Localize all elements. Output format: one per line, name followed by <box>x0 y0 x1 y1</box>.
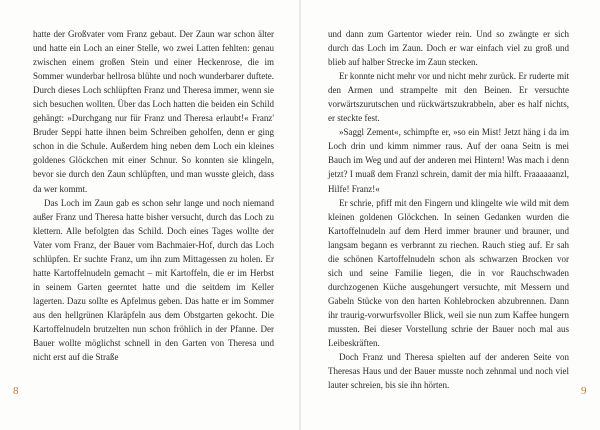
page-number-right: 9 <box>581 385 587 397</box>
paragraph: Er schrie, pfiff mit den Fingern und klingelte wie wild mit dem kleinen goldenen Glöckchen. In seinen Gedanken wurden die Kartoffelnudeln auf dem Herd immer brauner und brauner, und langsam begann es verbrannt zu riechen. Rauch stieg auf. Er sah die schönen Kartoffelnudeln schon als schwarzen Brocken vor sich und seine Familie liegen, die in vor Rauchschwaden durchzogenen Küche ausgehungert versuchte, mit Messern und Gabeln Stücke von den harten Kohlebrocken abzubrennen. Dann ihr traurig-vorwurfsvoller Blick, weil sie nun zum Kaffee hungern mussten. Bei dieser Vorstellung schrie der Bauer noch mal aus Leibeskräften. <box>328 197 569 349</box>
right-page <box>300 0 600 430</box>
paragraph: Das Loch im Zaun gab es schon sehr lange und noch niemand außer Franz und Theresa hatte bisher versucht, durch das Loch zu klettern. Alle befolgten das Schild. Doch eines Tages wollte der Vater vom Franz, der Bauer vom Bachmaier-Hof, durch das Loch schlüpfen. Er suchte Franz, um ihn zum Mittagessen zu holen. Er hatte Kartoffelnudeln gemacht – mit Kartoffeln, die er im Herbst in seinem Garten geerntet hatte und die seitdem im Keller lagerten. Dazu sollte es Apfelmus geben. Das hatte er im Sommer aus den hellgrünen Klaräpfeln aus dem Obstgarten gekocht. Die Kartoffelnudeln brutzelten nun schon fröhlich in der Pfanne. Der Bauer wollte möglichst schnell in den Garten von Theresa und nicht erst auf die Straße <box>33 197 274 363</box>
paragraph: hatte der Großvater vom Franz gebaut. Der Zaun war schon älter und hatte ein Loch an einer Stelle, wo zwei Latten fehlten: genau zwischen einem großen Stein und einer Heckenrose, die im Sommer wunderbar hellrosa blühte und noch wunderbarer duftete. Durch dieses Loch schlüpften Franz und Theresa immer, wenn sie sich besuchen wollten. Über das Loch hatten die beiden ein Schild gehängt: »Durchgang nur für Franz und Theresa erlaubt!« Franz' Bruder Seppi hatte ihnen beim Schreiben geholfen, denn er ging schon in die Schule. Außerdem hing neben dem Loch ein kleines goldenes Glöckchen mit einer Schnur. So konnten sie klingeln, bevor sie durch den Zaun schlüpften, und man wusste gleich, dass da wer kommt. <box>33 29 274 194</box>
right-page-text <box>328 27 569 392</box>
left-page-text <box>33 27 274 364</box>
paragraph: und dann zum Gartentor wieder rein. Und so zwängte er sich durch das Loch im Zaun. Doch er war einfach viel zu groß und blieb auf halber Strecke im Zaun stecken. <box>328 29 569 68</box>
paragraph: Er konnte nicht mehr vor und nicht mehr zurück. Er ruderte mit den Armen und strampelte mit den Beinen. Er versuchte vorwärtszurutschen und rückwärtszukrabbeln, aber es half nichts, er steckte fest. <box>328 71 569 124</box>
paragraph: »Saggl Zement«, schimpfte er, »so ein Mist! Jetzt häng i da im Loch drin und kimm nimmer raus. Auf der oana Seitn is mei Bauch im Weg und auf der anderen mei Hintern! Was mach i denn jetzt? I muaß dem Franzl schrein, damit der mia hilft. Fraaaaaanzl, Hilfe! Franz!« <box>328 127 569 194</box>
paragraph: Doch Franz und Theresa spielten auf der anderen Seite von Theresas Haus und der Bauer musste noch zehnmal und noch viel lauter schreien, bis sie ihn hörten. <box>328 352 569 391</box>
page-number-left: 8 <box>13 385 19 397</box>
